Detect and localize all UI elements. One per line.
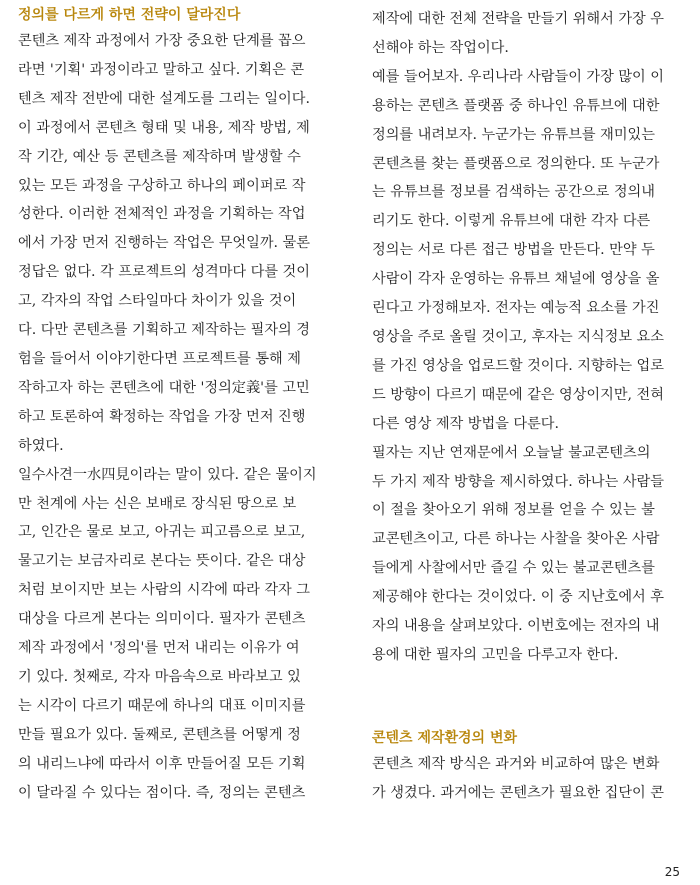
paragraph-planning: 콘텐츠 제작 과정에서 가장 중요한 단계를 꼽으 라면 '기획' 과정이라고 말하고 싶다. 기획은 콘 텐츠 제작 전반에 대한 설계도를 그리는 일이다. 이 과정에서 콘텐츠 형태 및 내용, 제작 방법, 제 작 기간, 예산 등 콘텐츠를 제작하며 발생할 수 있는 모든 과정을 구상하고 하나의 페이퍼로 작 성한다. 이러한 전체적인 과정을 기획하는 작업 에서 가장 먼저 진행하는 작업은 무엇일까. 물론 정답은 없다. 각 프로젝트의 성격마다 다를 것이 고, 각자의 작업 스타일마다 차이가 있을 것이 다. 다만 콘텐츠를 기획하고 제작하는 필자의 경 험을 들어서 이야기한다면 프로젝트를 통해 제 작하고자 하는 콘텐츠에 대한 '정의定義'를 고민 하고 토론하여 확정하는 작업을 가장 먼저 진행 하였다. [18,33,310,454]
paragraph-buddhist-content: 필자는 지난 연재문에서 오늘날 불교콘텐츠의 두 가지 제작 방향을 제시하였다. 하나는 사람들 이 절을 찾아오기 위해 정보를 얻을 수 있는 불 교콘텐츠이고, 다른 하나는 사찰을 찾아온 사람 들에게 사찰에서만 즐길 수 있는 불교콘텐츠를 제공해야 한다는 것이었다. 이 중 지난호에서 후 자의 내용을 살펴보았다. 이번호에는 전자의 내 용에 대한 필자의 고민을 다루고자 한다. [372,444,664,663]
paragraph-production-change: 콘텐츠 제작 방식은 과거와 비교하여 많은 변화 가 생겼다. 과거에는 콘텐츠가 필요한 집단이 콘 [372,755,664,801]
paragraph-one-water-four-views: 일수사견一水四見이라는 말이 있다. 같은 물이지 만 천계에 사는 신은 보배로 장식된 땅으로 보 고, 인간은 물로 보고, 아귀는 피고름으로 보고, 물고기는 보금자리로 본다는 뜻이다. 같은 대상 처럼 보이지만 보는 사람의 시각에 따라 각자 그 대상을 다르게 본다는 의미이다. 필자가 콘텐츠 제작 과정에서 '정의'를 먼저 내리는 이유가 여 기 있다. 첫째로, 각자 마음속으로 바라보고 있 는 시각이 다르기 때문에 하나의 대표 이미지를 만들 필요가 있다. 둘째로, 콘텐츠를 어떻게 정 의 내리느냐에 따라서 이후 만들어질 모든 기획 이 달라질 수 있다는 점이다. 즉, 정의는 콘텐츠 [18,466,317,801]
section-heading-environment: 콘텐츠 제작환경의 변화 [372,729,517,746]
paragraph-continued: 제작에 대한 전체 전략을 만들기 위해서 가장 우 선해야 하는 작업이다. [372,11,664,56]
section-heading-definition: 정의를 다르게 하면 전략이 달라진다 [18,7,241,23]
section-gap [372,670,690,728]
left-column [18,5,336,807]
right-column [372,5,690,808]
page-number: 25 [664,865,680,879]
paragraph-youtube-example: 예를 들어보자. 우리나라 사람들이 가장 많이 이 용하는 콘텐츠 플랫폼 중 하나인 유튜브에 대한 정의를 내려보자. 누군가는 유튜브를 재미있는 콘텐츠를 찾는 플랫폼으로 정의한다. 또 누군가 는 유튜브를 정보를 검색하는 공간으로 정의내 리기도 한다. 이렇게 유튜브에 대한 각자 다른 정의는 서로 다른 접근 방법을 만든다. 만약 두 사람이 각자 운영하는 유튜브 채널에 영상을 올 린다고 가정해보자. 전자는 예능적 요소를 가진 영상을 주로 올릴 것이고, 후자는 지식정보 요소 를 가진 영상을 업로드할 것이다. 지향하는 업로 드 방향이 다르기 때문에 같은 영상이지만, 전혀 다른 영상 제작 방법을 다룬다. [372,68,664,432]
